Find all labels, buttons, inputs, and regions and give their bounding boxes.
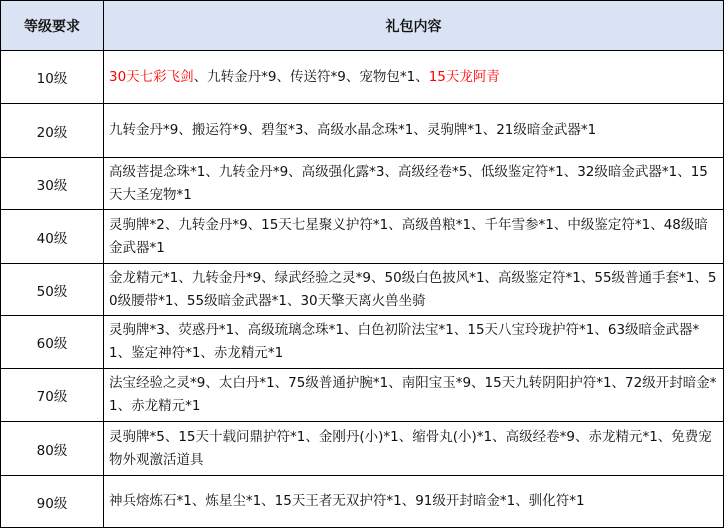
content-cell — [104, 476, 724, 528]
level-cell: 20级 — [1, 104, 104, 158]
header-level: 等级要求 — [1, 1, 104, 51]
content-text: 神兵熔炼石*1、炼星尘*1、15天王者无双护符*1、91级开封暗金*1、驯化符*1 — [109, 493, 585, 509]
content-text: 高级菩提念珠*1、九转金丹*9、高级强化露*3、高级经卷*5、低级鉴定符*1、32级暗金武器*1、15天大圣宠物*1 — [109, 163, 708, 203]
level-cell: 10级 — [1, 51, 104, 104]
table-row — [1, 264, 724, 316]
content-cell — [104, 51, 724, 104]
level-cell: 50级 — [1, 264, 104, 316]
content-cell — [104, 369, 724, 422]
content-cell — [104, 422, 724, 476]
content-text: 灵驹牌*2、九转金丹*9、15天七星聚义护符*1、高级兽粮*1、千年雪参*1、中级鉴定符*1、48级暗金武器*1 — [109, 216, 708, 256]
table-row — [1, 210, 724, 264]
header-content: 礼包内容 — [104, 1, 724, 51]
content-text: 灵驹牌*3、荧惑丹*1、高级琉璃念珠*1、白色初阶法宝*1、15天八宝玲珑护符*1、63级暗金武器*1、鉴定神符*1、赤龙精元*1 — [109, 322, 700, 361]
table-row — [1, 422, 724, 476]
level-cell: 30级 — [1, 158, 104, 210]
level-cell: 70级 — [1, 369, 104, 422]
header-row — [1, 1, 724, 51]
content-cell — [104, 316, 724, 369]
content-text: 金龙精元*1、九转金丹*9、绿武经验之灵*9、50级白色披风*1、高级鉴定符*1、55级普通手套*1、50级腰带*1、55级暗金武器*1、30天擎天离火兽坐骑 — [109, 269, 717, 309]
table-row — [1, 316, 724, 369]
level-cell: 80级 — [1, 422, 104, 476]
table-row — [1, 51, 724, 104]
table-row — [1, 476, 724, 528]
highlighted-item: 30天七彩飞剑 — [109, 68, 194, 85]
content-text: 、九转金丹*9、传送符*9、宠物包*1、 — [193, 68, 429, 85]
highlighted-item: 15天龙阿青 — [428, 68, 500, 85]
content-cell — [104, 158, 724, 210]
table-row — [1, 369, 724, 422]
content-text: 九转金丹*9、搬运符*9、碧玺*3、高级水晶念珠*1、灵驹牌*1、21级暗金武器*1 — [109, 122, 597, 138]
table-row — [1, 158, 724, 210]
content-text: 法宝经验之灵*9、太白丹*1、75级普通护腕*1、南阳宝玉*9、15天九转阴阳护符*1、72级开封暗金*1、赤龙精元*1 — [109, 375, 717, 414]
content-text: 灵驹牌*5、15天十载问鼎护符*1、金刚丹(小)*1、缩骨丸(小)*1、高级经卷*9、赤龙精元*1、免费宠物外观激活道具 — [109, 428, 712, 468]
content-cell — [104, 104, 724, 158]
content-cell — [104, 264, 724, 316]
content-cell — [104, 210, 724, 264]
table-row — [1, 104, 724, 158]
level-cell: 60级 — [1, 316, 104, 369]
level-cell: 40级 — [1, 210, 104, 264]
level-cell: 90级 — [1, 476, 104, 528]
